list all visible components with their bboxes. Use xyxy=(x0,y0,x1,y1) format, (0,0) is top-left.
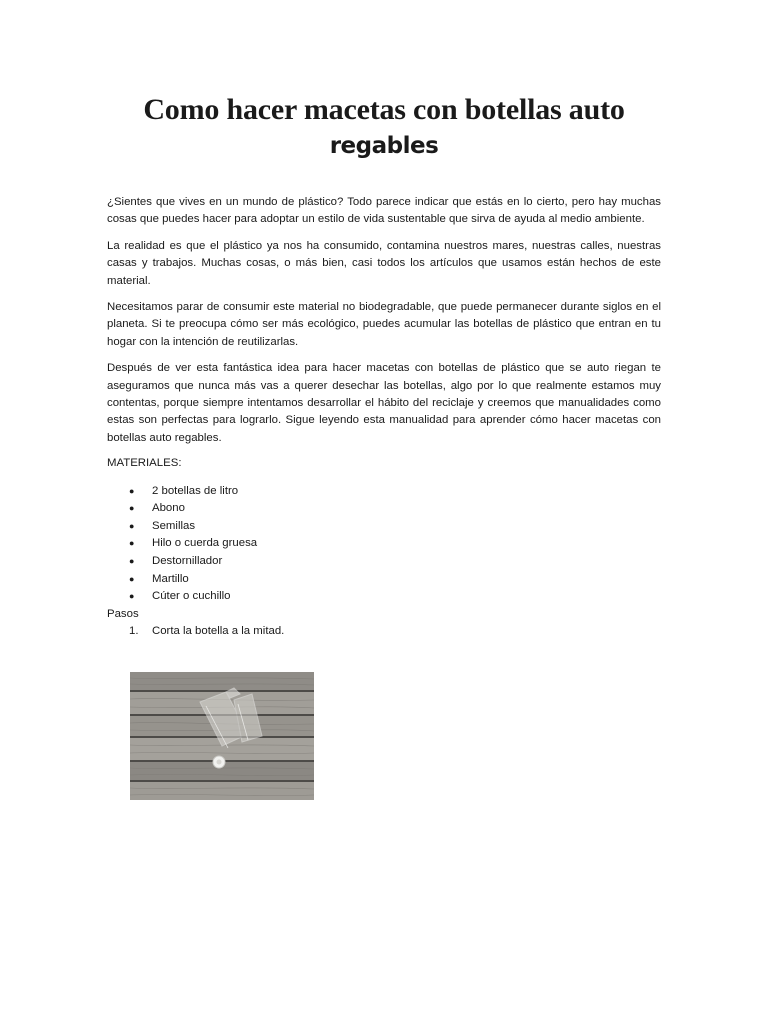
materials-list xyxy=(107,483,661,606)
step-item xyxy=(107,623,661,640)
step-number: 1. xyxy=(129,625,139,638)
material-label: Abono xyxy=(152,502,185,515)
material-label: Cúter o cuchillo xyxy=(152,590,231,603)
body-paragraph-3: Necesitamos parar de consumir este material no biodegradable, que puede permanecer durante siglos en el planeta. Si te preocupa cómo ser más ecológico, puedes acumular las botellas de plástico que entran en tu hogar con la intención de reutilizarlas. xyxy=(107,301,661,348)
material-label: Hilo o cuerda gruesa xyxy=(152,537,258,550)
body-paragraph-2: La realidad es que el plástico ya nos ha consumido, contamina nuestros mares, nuestras calles, nuestras casas y trabajos. Muchas cosas, o más bien, casi todos los artículos que usamos están hechos de este material. xyxy=(107,239,661,287)
steps-list xyxy=(107,623,661,640)
list-item xyxy=(107,535,661,553)
list-item xyxy=(107,571,661,589)
list-item xyxy=(107,518,661,536)
material-label: Destornillador xyxy=(152,555,223,568)
material-label: Martillo xyxy=(152,572,189,585)
intro-paragraph: ¿Sientes que vives en un mundo de plástico? Todo parece indicar que estás en lo cierto, pero hay muchas cosas que puedes hacer para adoptar un estilo de vida sustentable que sirva de ayuda al medio ambiente. xyxy=(107,196,661,226)
steps-heading: Pasos xyxy=(107,607,139,620)
body-paragraph-4: Después de ver esta fantástica idea para hacer macetas con botellas de plástico que se auto riegan te aseguramos que nunca más vas a querer desechar las botellas, algo por lo que realmente estamos muy contentas, porque siempre intentamos desarrollar el hábito del reciclaje y creemos que manualidades como estas son perfectas para lograrlo. Sigue leyendo esta manualidad para aprender cómo hacer macetas con botellas auto regables. xyxy=(107,362,661,444)
bullet-icon: ● xyxy=(129,520,135,531)
document-title: Como hacer macetas con botellas auto xyxy=(143,93,625,126)
step-photo xyxy=(130,672,314,800)
bullet-icon: ● xyxy=(129,573,135,584)
bullet-icon: ● xyxy=(129,485,135,496)
bullet-icon: ● xyxy=(129,503,135,514)
bullet-icon: ● xyxy=(129,591,135,602)
bullet-icon: ● xyxy=(129,556,135,567)
list-item xyxy=(107,483,661,501)
wooden-table-bottle-image xyxy=(130,672,314,800)
document-page xyxy=(107,92,661,641)
list-item xyxy=(107,500,661,518)
list-item xyxy=(107,588,661,606)
document-title-continued: regables xyxy=(329,133,439,159)
list-item xyxy=(107,553,661,571)
material-label: 2 botellas de litro xyxy=(152,484,239,497)
material-label: Semillas xyxy=(152,519,196,532)
step-text: Corta la botella a la mitad. xyxy=(152,625,285,638)
bullet-icon: ● xyxy=(129,538,135,549)
materials-heading: MATERIALES: xyxy=(107,457,182,470)
